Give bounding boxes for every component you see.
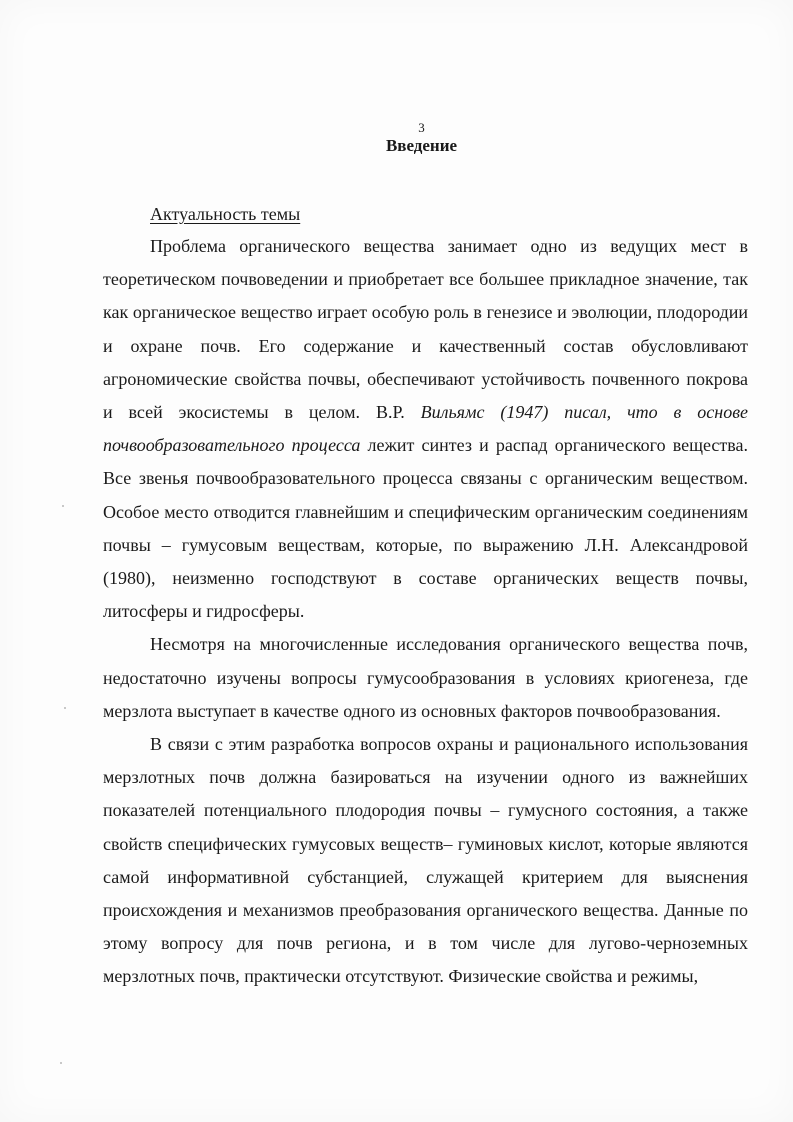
scan-speck [64, 707, 66, 709]
paragraph-1-text-a: Проблема органического вещества занимает одно из ведущих мест в теоретическом почвоведении и приобретает все большее прикладное значение, так как органическое вещество играет особую роль в генезисе и эволюции, плодородии и охране почв. Его содержание и качественный состав обусловливают агрономические свойства почвы, обеспечивают устойчивость почвенного покрова и всей экосистемы в целом. В.Р. [103, 236, 748, 423]
scan-speck [62, 505, 64, 507]
section-heading: Актуальность темы [150, 204, 301, 224]
paragraph-1-text-b: лежит синтез и распад органического вещества. Все звенья почвообразовательного процесса связаны с органическим веществом. Особое место отводится главнейшим и специфическим органическим соединениям почвы – гумусовым веществам, которые, по выражению Л.Н. Александровой (1980), неизменно господствуют в составе органических веществ почвы, литосферы и гидросферы. [103, 435, 748, 622]
paragraph-3: В связи с этим разработка вопросов охраны и рационального использования мерзлотных почв должна базироваться на изучении одного из важнейших показателей потенциального плодородия почвы – гумусного состояния, а также свойств специфических гумусовых веществ– гуминовых кислот, которые являются самой информативной субстанцией, служащей критерием для выяснения происхождения и механизмов преобразования органического вещества. Данные по этому вопросу для почв региона, и в том числе для лугово-черноземных мерзлотных почв, практически отсутствуют. Физические свойства и режимы, [103, 734, 748, 987]
paragraph-1-italic-text: Вильямс (1947) писал, что в основе почвообразовательного процесса [103, 402, 748, 456]
paragraph-1 [103, 230, 748, 628]
scan-speck [60, 1062, 62, 1064]
page-title: Введение [385, 136, 458, 155]
paragraph-2: Несмотря на многочисленные исследования органического вещества почв, недостаточно изучены вопросы гумусообразования в условиях криогенеза, где мерзлота выступает в качестве одного из основных факторов почвообразования. [103, 634, 748, 721]
document-body [103, 230, 748, 994]
page-number: 3 [418, 120, 425, 135]
